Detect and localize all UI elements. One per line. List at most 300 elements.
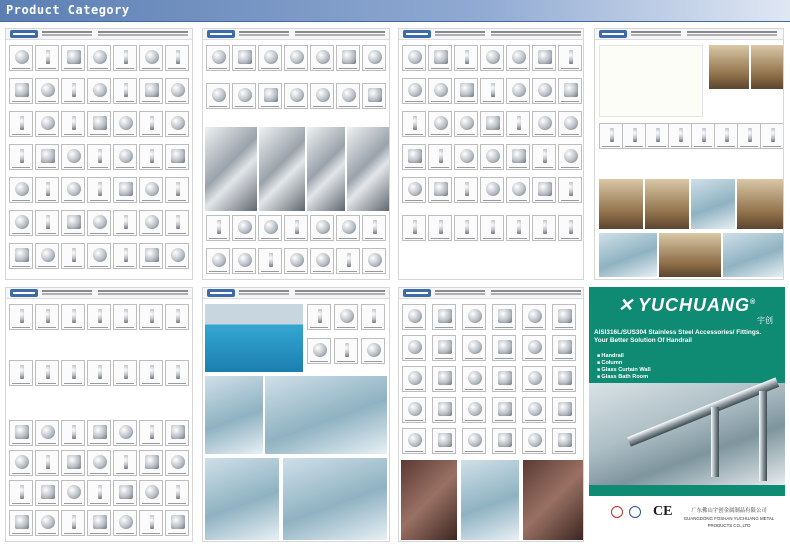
- product-thumbnail[interactable]: [284, 215, 308, 241]
- product-thumbnail[interactable]: [87, 144, 111, 170]
- product-thumbnail[interactable]: [428, 78, 452, 104]
- product-thumbnail[interactable]: [9, 420, 33, 446]
- stainless-fitting-icon: [98, 485, 102, 499]
- model-caption: [535, 167, 553, 168]
- stainless-fitting-icon: [93, 83, 107, 97]
- stainless-fitting-icon: [408, 402, 422, 416]
- product-thumbnail[interactable]: [668, 123, 692, 149]
- product-photo-post-bracket: [259, 127, 305, 211]
- stainless-fitting-icon: [528, 433, 542, 447]
- product-thumbnail[interactable]: [61, 177, 85, 203]
- product-thumbnail[interactable]: [87, 510, 111, 536]
- product-thumbnail[interactable]: [232, 215, 256, 241]
- stainless-fitting-icon: [67, 182, 81, 196]
- product-thumbnail[interactable]: [428, 111, 452, 137]
- product-thumbnail[interactable]: [552, 428, 576, 454]
- stainless-fitting-icon: [41, 425, 55, 439]
- product-thumbnail[interactable]: [760, 123, 784, 149]
- product-thumbnail[interactable]: [206, 215, 230, 241]
- product-thumbnail[interactable]: [552, 397, 576, 423]
- product-thumbnail[interactable]: [492, 304, 516, 330]
- product-thumbnail[interactable]: [506, 144, 530, 170]
- model-caption: [337, 361, 355, 362]
- stainless-fitting-icon: [633, 128, 637, 142]
- product-thumbnail[interactable]: [113, 243, 137, 269]
- product-thumbnail[interactable]: [552, 304, 576, 330]
- product-thumbnail[interactable]: [139, 111, 163, 137]
- product-thumbnail[interactable]: [35, 420, 59, 446]
- product-thumbnail[interactable]: [462, 366, 486, 392]
- product-thumbnail[interactable]: [35, 360, 59, 386]
- product-thumbnail[interactable]: [61, 78, 85, 104]
- stainless-fitting-icon: [72, 309, 76, 323]
- product-thumbnail[interactable]: [61, 420, 85, 446]
- stainless-fitting-icon: [413, 116, 417, 130]
- product-thumbnail[interactable]: [336, 83, 360, 109]
- product-thumbnail[interactable]: [258, 83, 282, 109]
- product-thumbnail[interactable]: [558, 78, 582, 104]
- product-thumbnail[interactable]: [9, 210, 33, 236]
- catalog-panel-spider-fittings[interactable]: [398, 287, 584, 542]
- product-thumbnail[interactable]: [139, 210, 163, 236]
- product-thumbnail[interactable]: [454, 45, 478, 71]
- product-thumbnail[interactable]: [139, 510, 163, 536]
- product-thumbnail[interactable]: [432, 335, 456, 361]
- stainless-fitting-icon: [67, 455, 81, 469]
- stainless-fitting-icon: [413, 220, 417, 234]
- product-thumbnail[interactable]: [428, 215, 452, 241]
- product-thumbnail[interactable]: [532, 215, 556, 241]
- product-thumbnail[interactable]: [454, 144, 478, 170]
- product-thumbnail[interactable]: [492, 397, 516, 423]
- stainless-fitting-icon: [171, 116, 185, 130]
- product-thumbnail[interactable]: [35, 450, 59, 476]
- product-thumbnail[interactable]: [35, 177, 59, 203]
- product-thumbnail[interactable]: [113, 177, 137, 203]
- product-thumbnail[interactable]: [402, 366, 426, 392]
- product-thumbnail[interactable]: [480, 215, 504, 241]
- product-thumbnail[interactable]: [139, 360, 163, 386]
- gate-photo: [709, 45, 749, 89]
- catalog-panel-posts-installations[interactable]: [594, 28, 784, 280]
- product-thumbnail[interactable]: [232, 248, 256, 274]
- product-thumbnail[interactable]: [428, 45, 452, 71]
- product-thumbnail[interactable]: [9, 510, 33, 536]
- model-caption: [535, 134, 553, 135]
- stainless-fitting-icon: [498, 402, 512, 416]
- product-thumbnail[interactable]: [113, 304, 137, 330]
- model-caption: [457, 167, 475, 168]
- stainless-fitting-icon: [98, 149, 102, 163]
- product-thumbnail[interactable]: [558, 177, 582, 203]
- product-thumbnail[interactable]: [61, 45, 85, 71]
- product-thumbnail[interactable]: [165, 78, 189, 104]
- product-thumbnail[interactable]: [310, 215, 334, 241]
- panel-header: [203, 29, 389, 40]
- catalog-panel-glass-fittings[interactable]: [202, 287, 390, 542]
- product-thumbnail[interactable]: [506, 111, 530, 137]
- product-thumbnail[interactable]: [402, 215, 426, 241]
- model-caption: [168, 101, 186, 102]
- model-caption: [38, 200, 56, 201]
- product-thumbnail[interactable]: [402, 304, 426, 330]
- product-thumbnail[interactable]: [552, 366, 576, 392]
- product-thumbnail[interactable]: [61, 450, 85, 476]
- product-thumbnail[interactable]: [336, 248, 360, 274]
- stainless-fitting-icon: [528, 340, 542, 354]
- product-thumbnail[interactable]: [165, 450, 189, 476]
- stainless-fitting-icon: [438, 309, 452, 323]
- product-thumbnail[interactable]: [307, 338, 331, 364]
- stainless-fitting-icon: [318, 309, 322, 323]
- product-thumbnail[interactable]: [206, 45, 230, 71]
- product-thumbnail[interactable]: [35, 480, 59, 506]
- model-caption: [142, 200, 160, 201]
- product-thumbnail[interactable]: [206, 83, 230, 109]
- product-thumbnail[interactable]: [552, 335, 576, 361]
- product-thumbnail[interactable]: [87, 360, 111, 386]
- product-thumbnail[interactable]: [402, 144, 426, 170]
- product-thumbnail[interactable]: [454, 215, 478, 241]
- product-thumbnail[interactable]: [9, 450, 33, 476]
- product-thumbnail[interactable]: [402, 177, 426, 203]
- product-thumbnail[interactable]: [506, 177, 530, 203]
- product-thumbnail[interactable]: [336, 215, 360, 241]
- product-thumbnail[interactable]: [432, 304, 456, 330]
- product-thumbnail[interactable]: [480, 111, 504, 137]
- product-thumbnail[interactable]: [402, 397, 426, 423]
- product-thumbnail[interactable]: [599, 123, 623, 149]
- product-thumbnail[interactable]: [522, 366, 546, 392]
- product-thumbnail[interactable]: [61, 510, 85, 536]
- model-caption: [142, 503, 160, 504]
- stainless-fitting-icon: [145, 215, 159, 229]
- product-thumbnail[interactable]: [492, 428, 516, 454]
- model-caption: [12, 200, 30, 201]
- product-thumbnail[interactable]: [645, 123, 669, 149]
- brand-logo: [589, 295, 785, 316]
- stainless-fitting-icon: [145, 182, 159, 196]
- product-thumbnail[interactable]: [87, 111, 111, 137]
- product-thumbnail[interactable]: [139, 144, 163, 170]
- product-thumbnail[interactable]: [35, 78, 59, 104]
- model-caption: [313, 238, 331, 239]
- product-thumbnail[interactable]: [9, 111, 33, 137]
- model-caption: [435, 358, 453, 359]
- product-thumbnail[interactable]: [165, 420, 189, 446]
- product-thumbnail[interactable]: [402, 335, 426, 361]
- model-caption: [310, 327, 328, 328]
- product-thumbnail[interactable]: [454, 78, 478, 104]
- product-thumbnail[interactable]: [165, 144, 189, 170]
- product-thumbnail[interactable]: [402, 78, 426, 104]
- product-thumbnail[interactable]: [139, 45, 163, 71]
- stainless-fitting-icon: [171, 248, 185, 262]
- product-thumbnail[interactable]: [113, 420, 137, 446]
- product-thumbnail[interactable]: [480, 78, 504, 104]
- stainless-fitting-icon: [342, 220, 356, 234]
- stainless-fitting-icon: [150, 149, 154, 163]
- stainless-fitting-icon: [176, 215, 180, 229]
- stainless-fitting-icon: [72, 365, 76, 379]
- product-thumbnail[interactable]: [362, 215, 386, 241]
- registered-mark: ®: [749, 299, 757, 306]
- product-thumbnail[interactable]: [454, 111, 478, 137]
- model-caption: [405, 420, 423, 421]
- product-thumbnail[interactable]: [361, 304, 385, 330]
- product-thumbnail[interactable]: [87, 177, 111, 203]
- model-caption: [364, 361, 382, 362]
- product-thumbnail[interactable]: [258, 215, 282, 241]
- product-thumbnail[interactable]: [522, 304, 546, 330]
- product-thumbnail[interactable]: [258, 45, 282, 71]
- product-thumbnail[interactable]: [9, 177, 33, 203]
- product-thumbnail[interactable]: [492, 335, 516, 361]
- product-thumbnail[interactable]: [139, 243, 163, 269]
- stainless-fitting-icon: [67, 215, 81, 229]
- stainless-fitting-icon: [316, 88, 330, 102]
- model-caption: [535, 68, 553, 69]
- product-thumbnail[interactable]: [402, 428, 426, 454]
- product-thumbnail[interactable]: [522, 397, 546, 423]
- product-thumbnail[interactable]: [558, 144, 582, 170]
- stainless-fitting-icon: [468, 340, 482, 354]
- product-thumbnail[interactable]: [432, 397, 456, 423]
- product-thumbnail[interactable]: [165, 243, 189, 269]
- product-thumbnail[interactable]: [558, 215, 582, 241]
- product-thumbnail[interactable]: [480, 144, 504, 170]
- product-thumbnail[interactable]: [87, 480, 111, 506]
- product-thumbnail[interactable]: [61, 243, 85, 269]
- product-thumbnail[interactable]: [139, 420, 163, 446]
- list-item: ■ Handrail: [597, 353, 651, 360]
- product-thumbnail[interactable]: [9, 243, 33, 269]
- product-thumbnail[interactable]: [336, 45, 360, 71]
- product-thumbnail[interactable]: [454, 177, 478, 203]
- model-caption: [64, 533, 82, 534]
- stainless-fitting-icon: [316, 220, 330, 234]
- product-thumbnail[interactable]: [206, 248, 230, 274]
- product-thumbnail[interactable]: [334, 338, 358, 364]
- stainless-fitting-icon: [72, 515, 76, 529]
- product-thumbnail[interactable]: [362, 45, 386, 71]
- product-thumbnail[interactable]: [113, 111, 137, 137]
- product-thumbnail[interactable]: [9, 304, 33, 330]
- product-thumbnail[interactable]: [165, 111, 189, 137]
- product-thumbnail[interactable]: [35, 45, 59, 71]
- catalog-panel-handrail-fittings[interactable]: [5, 28, 193, 280]
- model-caption: [287, 271, 305, 272]
- product-thumbnail[interactable]: [165, 480, 189, 506]
- product-thumbnail[interactable]: [113, 480, 137, 506]
- stainless-fitting-icon: [434, 83, 448, 97]
- model-caption: [142, 68, 160, 69]
- panel-header: [203, 288, 389, 299]
- product-thumbnail[interactable]: [480, 177, 504, 203]
- stainless-fitting-icon: [217, 220, 221, 234]
- product-thumbnail[interactable]: [87, 420, 111, 446]
- stainless-fitting-icon: [468, 433, 482, 447]
- model-caption: [38, 327, 56, 328]
- model-caption: [405, 200, 423, 201]
- product-thumbnail[interactable]: [532, 144, 556, 170]
- product-thumbnail[interactable]: [35, 510, 59, 536]
- product-thumbnail[interactable]: [165, 304, 189, 330]
- product-thumbnail[interactable]: [432, 366, 456, 392]
- product-thumbnail[interactable]: [737, 123, 761, 149]
- product-thumbnail[interactable]: [334, 304, 358, 330]
- stainless-fitting-icon: [93, 116, 107, 130]
- model-caption: [38, 443, 56, 444]
- model-caption: [142, 101, 160, 102]
- product-thumbnail[interactable]: [522, 335, 546, 361]
- product-thumbnail[interactable]: [310, 248, 334, 274]
- product-thumbnail[interactable]: [113, 450, 137, 476]
- product-thumbnail[interactable]: [35, 210, 59, 236]
- stainless-fitting-icon: [372, 309, 376, 323]
- model-caption: [509, 68, 527, 69]
- product-thumbnail[interactable]: [87, 210, 111, 236]
- product-thumbnail[interactable]: [139, 450, 163, 476]
- product-thumbnail[interactable]: [165, 360, 189, 386]
- stainless-fitting-icon: [408, 50, 422, 64]
- stainless-fitting-icon: [171, 515, 185, 529]
- panel-header: [6, 288, 192, 299]
- model-caption: [495, 327, 513, 328]
- product-thumbnail[interactable]: [9, 360, 33, 386]
- product-thumbnail[interactable]: [362, 248, 386, 274]
- product-thumbnail[interactable]: [35, 111, 59, 137]
- product-thumbnail[interactable]: [9, 45, 33, 71]
- product-thumbnail[interactable]: [87, 304, 111, 330]
- product-thumbnail[interactable]: [61, 111, 85, 137]
- product-thumbnail[interactable]: [428, 177, 452, 203]
- product-thumbnail[interactable]: [87, 243, 111, 269]
- product-thumbnail[interactable]: [462, 335, 486, 361]
- product-thumbnail[interactable]: [428, 144, 452, 170]
- catalog-panel-tees-ornaments[interactable]: [398, 28, 584, 280]
- product-thumbnail[interactable]: [232, 83, 256, 109]
- product-thumbnail[interactable]: [506, 78, 530, 104]
- product-thumbnail[interactable]: [310, 83, 334, 109]
- product-thumbnail[interactable]: [87, 450, 111, 476]
- stainless-fitting-icon: [67, 149, 81, 163]
- product-thumbnail[interactable]: [492, 366, 516, 392]
- product-thumbnail[interactable]: [558, 111, 582, 137]
- product-thumbnail[interactable]: [310, 45, 334, 71]
- product-thumbnail[interactable]: [61, 360, 85, 386]
- product-thumbnail[interactable]: [462, 304, 486, 330]
- product-thumbnail[interactable]: [165, 510, 189, 536]
- installation-photo-7: [723, 233, 783, 277]
- stainless-fitting-icon: [558, 433, 572, 447]
- product-thumbnail[interactable]: [232, 45, 256, 71]
- product-thumbnail[interactable]: [61, 144, 85, 170]
- product-thumbnail[interactable]: [307, 304, 331, 330]
- product-thumbnail[interactable]: [402, 45, 426, 71]
- product-thumbnail[interactable]: [532, 45, 556, 71]
- product-thumbnail[interactable]: [691, 123, 715, 149]
- product-thumbnail[interactable]: [532, 111, 556, 137]
- product-thumbnail[interactable]: [35, 243, 59, 269]
- product-thumbnail[interactable]: [462, 428, 486, 454]
- product-thumbnail[interactable]: [522, 428, 546, 454]
- product-thumbnail[interactable]: [622, 123, 646, 149]
- stainless-fitting-icon: [238, 220, 252, 234]
- installation-photo-5: [599, 233, 657, 277]
- product-thumbnail[interactable]: [532, 78, 556, 104]
- product-thumbnail[interactable]: [87, 78, 111, 104]
- brand-mark-icon: ✕: [617, 295, 634, 315]
- installation-photo-4: [737, 179, 783, 229]
- product-thumbnail[interactable]: [139, 304, 163, 330]
- product-thumbnail[interactable]: [35, 304, 59, 330]
- product-thumbnail[interactable]: [113, 210, 137, 236]
- product-thumbnail[interactable]: [9, 78, 33, 104]
- stainless-fitting-icon: [93, 248, 107, 262]
- product-thumbnail[interactable]: [284, 83, 308, 109]
- product-thumbnail[interactable]: [432, 428, 456, 454]
- product-thumbnail[interactable]: [462, 397, 486, 423]
- catalog-panel-door-handles[interactable]: [5, 287, 193, 542]
- product-thumbnail[interactable]: [362, 83, 386, 109]
- product-thumbnail[interactable]: [35, 144, 59, 170]
- product-thumbnail[interactable]: [165, 177, 189, 203]
- product-thumbnail[interactable]: [61, 480, 85, 506]
- product-thumbnail[interactable]: [113, 144, 137, 170]
- stainless-fitting-icon: [468, 309, 482, 323]
- product-thumbnail[interactable]: [558, 45, 582, 71]
- model-caption: [561, 134, 579, 135]
- brand-logo-icon: [403, 289, 431, 297]
- product-thumbnail[interactable]: [113, 45, 137, 71]
- stainless-fitting-icon: [538, 50, 552, 64]
- model-caption: [525, 389, 543, 390]
- product-thumbnail[interactable]: [139, 78, 163, 104]
- product-thumbnail[interactable]: [9, 480, 33, 506]
- product-thumbnail[interactable]: [284, 45, 308, 71]
- catalog-panel-flanges-connectors[interactable]: [202, 28, 390, 280]
- product-thumbnail[interactable]: [165, 210, 189, 236]
- stainless-fitting-icon: [20, 365, 24, 379]
- product-thumbnail[interactable]: [87, 45, 111, 71]
- product-thumbnail[interactable]: [506, 215, 530, 241]
- product-thumbnail[interactable]: [139, 480, 163, 506]
- product-thumbnail[interactable]: [61, 210, 85, 236]
- product-thumbnail[interactable]: [714, 123, 738, 149]
- stainless-fitting-icon: [486, 182, 500, 196]
- product-thumbnail[interactable]: [113, 510, 137, 536]
- product-thumbnail[interactable]: [113, 360, 137, 386]
- model-caption: [142, 533, 160, 534]
- product-thumbnail[interactable]: [165, 45, 189, 71]
- product-thumbnail[interactable]: [113, 78, 137, 104]
- product-thumbnail[interactable]: [480, 45, 504, 71]
- model-caption: [12, 167, 30, 168]
- product-thumbnail[interactable]: [61, 304, 85, 330]
- product-thumbnail[interactable]: [532, 177, 556, 203]
- stainless-fitting-icon: [41, 83, 55, 97]
- product-thumbnail[interactable]: [506, 45, 530, 71]
- product-thumbnail[interactable]: [361, 338, 385, 364]
- stainless-fitting-icon: [119, 425, 133, 439]
- model-caption: [525, 358, 543, 359]
- product-thumbnail[interactable]: [9, 144, 33, 170]
- product-thumbnail[interactable]: [139, 177, 163, 203]
- product-thumbnail[interactable]: [284, 248, 308, 274]
- product-thumbnail[interactable]: [258, 248, 282, 274]
- product-thumbnail[interactable]: [402, 111, 426, 137]
